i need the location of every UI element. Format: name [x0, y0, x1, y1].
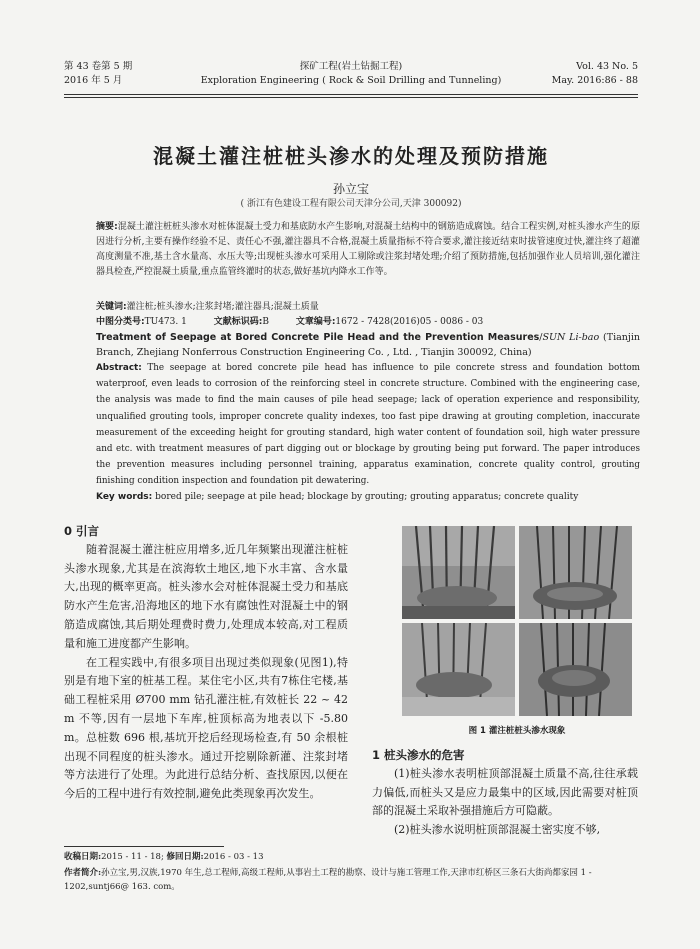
abstract-cn-label: 摘要:: [96, 222, 118, 232]
header-journal-cn: 探矿工程(岩土钻掘工程): [299, 61, 403, 72]
affiliation-en: (Tianjin Branch, Zhejiang Nonferrous Construction Engineering Co. , Ltd. , Tianjin 300092, China): [96, 332, 640, 358]
keywords-en: [96, 490, 640, 505]
abstract-en: [96, 360, 640, 490]
section-0-title: 0 引言: [64, 524, 100, 538]
section-0-paragraph-1: 随着混凝土灌注桩应用增多,近几年频繁出现灌注桩桩头渗水现象,尤其是在滨海软土地区,地下水丰富、含水量大,出现的概率更高。桩头渗水会对桩体混凝土受力和基底防水产生危害,沿海地区的地下水有腐蚀性对混凝土中的钢筋造成腐蚀,其后期处理费时费力,处理成本较高,对工程质量和施工进度都产生影响。: [64, 542, 348, 650]
received-label: 收稿日期:: [64, 852, 102, 862]
right-column: [372, 746, 638, 840]
figure-1: [402, 526, 632, 716]
clc-code: [96, 315, 187, 330]
pile-photo-bottom-right: [519, 623, 632, 716]
section-1-paragraph-2: (2)桩头渗水说明桩顶部混凝土密实度不够,: [394, 823, 601, 837]
header-date-cn: 2016 年 5 月: [64, 75, 123, 86]
abstract-en-label: Abstract:: [96, 363, 142, 373]
abstract-cn: [96, 220, 640, 280]
keywords-cn-label: 关键词:: [96, 302, 127, 312]
article-label: 文章编号:: [295, 317, 336, 327]
article-code: [296, 315, 483, 330]
title-en: Treatment of Seepage at Bored Concrete Pile Head and the Prevention Measures: [96, 332, 540, 343]
clc-value: TU473. 1: [144, 317, 187, 327]
author-en: SUN Li-bao: [542, 332, 600, 343]
pile-photo-top-left: [402, 526, 515, 619]
author-bio: 孙立宝,男,汉族,1970 年生,总工程师,高级工程师,从事岩土工程的勘察、设计与施工管理工作,天津市红桥区三条石大街尚都家园 1 - 1202,suntj66@ 163. com。: [64, 868, 592, 892]
english-title-block: Treatment of Seepage at Bored Concrete Pile Head and the Prevention Measures/SUN Li-bao (Tianjin Branch, Zhejiang Nonferrous Construction Engineering Co. , Ltd. , Tianjin 300092, China): [96, 332, 640, 358]
footnote-author: [64, 866, 640, 894]
section-1-title: 1 桩头渗水的危害: [372, 748, 465, 762]
header-pages: May. 2016:86 - 88: [551, 75, 638, 86]
article-value: 1672 - 7428(2016)05 - 0086 - 03: [335, 317, 484, 327]
doc-value: B: [262, 317, 269, 327]
header-rule-thick: [64, 94, 638, 95]
keywords-cn: [96, 300, 640, 315]
pile-photo-top-right: [519, 526, 632, 619]
header-journal-en: Exploration Engineering ( Rock & Soil Drilling and Tunneling): [200, 75, 502, 86]
paper-title: 混凝土灌注桩桩头渗水的处理及预防措施: [153, 144, 549, 168]
header-rule-thin: [64, 97, 638, 98]
figure-1-caption: 图 1 灌注桩桩头渗水现象: [468, 726, 566, 736]
header-vol-en: Vol. 43 No. 5: [576, 61, 638, 72]
revised-date: 2016 - 03 - 13: [203, 852, 264, 862]
keywords-cn-text: 灌注桩;桩头渗水;注浆封堵;灌注器具;混凝土质量: [126, 302, 319, 312]
left-column: [64, 522, 348, 804]
keywords-en-text: bored pile; seepage at pile head; blockage by grouting; grouting apparatus; concrete quality: [155, 492, 579, 502]
footnote-rule: [64, 846, 224, 847]
footnote-dates: [64, 850, 640, 864]
revised-label: 修回日期:: [166, 852, 204, 862]
header-right: [552, 60, 638, 88]
author-affiliation: ( 浙江有色建设工程有限公司天津分公司,天津 300092): [240, 199, 462, 209]
header-volume: 第 43 卷第 5 期: [64, 61, 133, 72]
doc-code: [214, 315, 269, 330]
keywords-en-label: Key words:: [96, 492, 153, 502]
received-date: 2015 - 11 - 18;: [101, 852, 164, 862]
abstract-cn-text: 混凝土灌注桩桩头渗水对桩体混凝土受力和基底防水产生影响,对混凝土结构中的钢筋造成腐蚀。结合工程实例,对桩头渗水产生的原因进行分析,主要有操作经验不足、责任心不强,灌注器具不合格,混凝土质量指标不符合要求,灌注接近结束时拔管速度过快,灌注终了超灌高度测量不准,基土含水量高、水压大等;出现桩头渗水可采用人工剔除或注浆封堵处理;介绍了预防措施,包括加强作业人员培训,强化灌注器具检查,严控混凝土质量,重点监管终灌时的状态,做好基坑内降水工作等。: [96, 222, 640, 277]
abstract-en-text: The seepage at bored concrete pile head has influence to pile concrete stress and foundation bottom waterproof, even leads to corrosion of the reinforcing steel in concrete structure. Combined with the engineering case, the analysis was made to find the main causes of pile head seepage; lack of operation experience and responsibility, unqualified grouting tools, improper concrete quality indexes, too fast pipe drawing at grouting completion, inaccurate measurement of the exceeding height for grouting standard, high water content of foundation soil, high water pressure and etc. with treatment measures of part digging out or blockage by grouting being put forward. The paper introduces the prevention measures including personnel training, apparatus examination, concrete quality control, grouting finishing condition inspection and foundation pit dewatering.: [96, 363, 640, 487]
author-bio-label: 作者简介:: [64, 868, 102, 878]
doc-label: 文献标识码:: [213, 317, 263, 327]
section-0-paragraph-2: 在工程实践中,有很多项目出现过类似现象(见图1),特别是有地下室的桩基工程。某住宅小区,共有7栋住宅楼,基础工程桩采用 Ø700 mm 钻孔灌注桩,有效桩长 22 ~ 42 m 不等,因有一层地下车库,桩顶标高为地表以下 -5.80 m。总桩数 696 根,基坑开挖后经现场检查,有 50 余根桩出现不同程度的桩头渗水。通过开挖剔除新灌、注浆封堵等方法进行了处理。为此进行总结分析、查找原因,以便在今后的工程中进行有效控制,避免此类现象再次发生。: [64, 655, 348, 801]
classification-line: [96, 315, 640, 330]
clc-label: 中图分类号:: [96, 317, 145, 327]
section-1-paragraph-1: (1)桩头渗水表明桩顶部混凝土质量不高,往往承载力偏低,而桩头又是应力最集中的区域,因此需要对桩顶部的混凝土采取补强措施后方可隐蔽。: [372, 766, 638, 818]
author-name: 孙立宝: [332, 182, 369, 196]
pile-photo-bottom-left: [402, 623, 515, 716]
